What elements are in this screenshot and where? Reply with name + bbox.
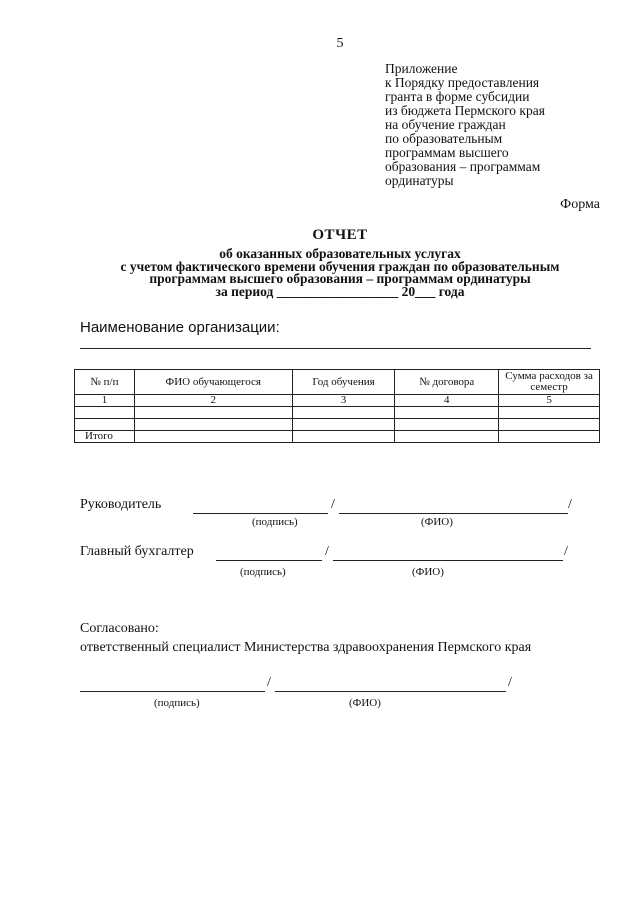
- column-number: 3: [292, 395, 395, 407]
- column-number: 4: [395, 395, 499, 407]
- table-cell: [292, 407, 395, 419]
- page-number: 5: [336, 36, 344, 51]
- appendix-line: образования – программам: [385, 159, 541, 174]
- table-cell: [499, 419, 600, 431]
- table-number-row: [75, 395, 600, 407]
- table-cell: [395, 431, 499, 443]
- total-label: Итого: [75, 431, 135, 443]
- appendix-line: Приложение: [385, 61, 458, 76]
- separator-slash: /: [325, 544, 329, 559]
- subtitle-line: за период __________________ 20___ года: [215, 283, 465, 299]
- accountant-sign-hint: (подпись): [240, 566, 286, 578]
- table-cell: [292, 431, 395, 443]
- appendix-line: из бюджета Пермского края: [385, 103, 545, 118]
- report-subtitle: [0, 248, 640, 298]
- appendix-line: программам высшего: [385, 145, 509, 160]
- appendix-line: ординатуры: [385, 173, 454, 188]
- organization-input-line: [80, 348, 591, 349]
- separator-slash: /: [508, 675, 512, 690]
- separator-slash: /: [331, 497, 335, 512]
- header-semester-expenses: Сумма расходов за семестр: [499, 370, 600, 395]
- separator-slash: /: [564, 544, 568, 559]
- subtitle-line: об оказанных образовательных услугах: [219, 246, 461, 261]
- header-contract-number: № договора: [395, 370, 499, 395]
- separator-slash: /: [267, 675, 271, 690]
- column-number: 2: [134, 395, 292, 407]
- column-number: 5: [499, 395, 600, 407]
- table-cell: [75, 419, 135, 431]
- report-title: ОТЧЕТ: [312, 227, 368, 243]
- table-cell: [395, 419, 499, 431]
- table-cell: [292, 419, 395, 431]
- header-student-name: ФИО обучающегося: [134, 370, 292, 395]
- approval-label: Согласовано:: [80, 621, 159, 636]
- table-cell: [134, 431, 292, 443]
- approval-specialist: ответственный специалист Министерства здравоохранения Пермского края: [80, 640, 532, 655]
- table-cell: [395, 407, 499, 419]
- table-cell: [134, 407, 292, 419]
- approval-name-line: [275, 691, 506, 692]
- appendix-line: гранта в форме субсидии: [385, 89, 530, 104]
- header-study-year: Год обучения: [292, 370, 395, 395]
- table-header-row: [75, 370, 600, 395]
- approval-name-hint: (ФИО): [349, 697, 381, 709]
- table-cell: [499, 407, 600, 419]
- approval-sign-hint: (подпись): [154, 697, 200, 709]
- accountant-name-line: [333, 560, 563, 561]
- separator-slash: /: [568, 497, 572, 512]
- table-cell: [499, 431, 600, 443]
- appendix-line: по образовательным: [385, 131, 503, 146]
- approval-signature-line: [80, 691, 265, 692]
- accountant-signature-line: [216, 560, 322, 561]
- head-label: Руководитель: [80, 497, 162, 512]
- head-sign-hint: (подпись): [252, 516, 298, 528]
- appendix-block: [385, 62, 545, 188]
- head-name-hint: (ФИО): [421, 516, 453, 528]
- head-name-line: [339, 513, 568, 514]
- header-number: № п/п: [75, 370, 135, 395]
- organization-label: Наименование организации:: [80, 319, 280, 336]
- report-table: [74, 369, 600, 443]
- form-label: Форма: [560, 197, 600, 212]
- accountant-label: Главный бухгалтер: [80, 544, 194, 559]
- accountant-name-hint: (ФИО): [412, 566, 444, 578]
- table-cell: [75, 407, 135, 419]
- head-signature-line: [193, 513, 328, 514]
- table-row: [75, 407, 600, 419]
- table-row: [75, 419, 600, 431]
- appendix-line: на обучение граждан: [385, 117, 506, 132]
- subtitle-line: программам высшего образования – программам ординатуры: [149, 271, 531, 286]
- appendix-line: к Порядку предоставления: [385, 75, 540, 90]
- table-total-row: [75, 431, 600, 443]
- table-cell: [134, 419, 292, 431]
- column-number: 1: [75, 395, 135, 407]
- subtitle-line: с учетом фактического времени обучения граждан по образовательным: [120, 258, 560, 274]
